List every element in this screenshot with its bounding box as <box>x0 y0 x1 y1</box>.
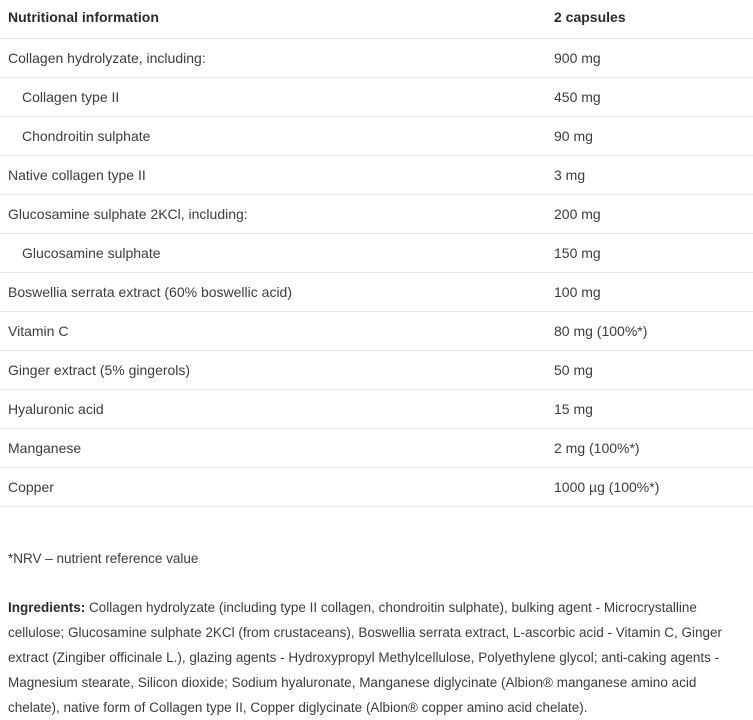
table-header-row <box>0 0 753 39</box>
nutrient-amount: 2 mg (100%*) <box>546 429 753 468</box>
table-row <box>0 195 753 234</box>
table-row <box>0 78 753 117</box>
table-row <box>0 390 753 429</box>
table-row <box>0 39 753 78</box>
ingredients-label: Ingredients: <box>8 600 86 615</box>
nutrient-name: Vitamin C <box>0 312 546 351</box>
nutrient-name: Collagen type II <box>0 78 546 117</box>
table-row <box>0 312 753 351</box>
nutrient-name: Collagen hydrolyzate, including: <box>0 39 546 78</box>
table-header <box>0 0 753 39</box>
ingredients-paragraph <box>8 595 723 720</box>
nrv-footnote: *NRV – nutrient reference value <box>8 551 199 566</box>
nutrient-name: Glucosamine sulphate <box>0 234 546 273</box>
nutrient-amount: 450 mg <box>546 78 753 117</box>
nutrient-name: Hyaluronic acid <box>0 390 546 429</box>
nutrient-amount: 15 mg <box>546 390 753 429</box>
nutrient-amount: 1000 µg (100%*) <box>546 468 753 507</box>
nutrient-amount: 90 mg <box>546 117 753 156</box>
nutrient-name: Copper <box>0 468 546 507</box>
nutrient-amount: 80 mg (100%*) <box>546 312 753 351</box>
table-row <box>0 234 753 273</box>
nutrient-name: Glucosamine sulphate 2KCl, including: <box>0 195 546 234</box>
nutrient-amount: 3 mg <box>546 156 753 195</box>
nutrient-amount: 100 mg <box>546 273 753 312</box>
ingredients-text: Collagen hydrolyzate (including type II collagen, chondroitin sulphate), bulking agent - Microcrystalline cellulose; Glucosamine sulphate 2KCl (from crustaceans), Boswellia serrata extract, L-ascorbic acid - Vitamin C, Ginger extract (Zingiber officinale L.), glazing agents - Hydroxypropyl Methylcellulose, Polyethylene glycol; anti-caking agents - Magnesium stearate, Silicon dioxide; Sodium hyaluronate, Manganese diglycinate (Albion® manganese amino acid chelate), native form of Collagen type II, Copper diglycinate (Albion® copper amino acid chelate). <box>8 600 723 715</box>
nutrient-name: Ginger extract (5% gingerols) <box>0 351 546 390</box>
nutrient-name: Boswellia serrata extract (60% boswellic acid) <box>0 273 546 312</box>
table-row <box>0 429 753 468</box>
nutrient-amount: 200 mg <box>546 195 753 234</box>
column-header-nutrient: Nutritional information <box>0 0 546 39</box>
table-row <box>0 117 753 156</box>
nutrient-name: Native collagen type II <box>0 156 546 195</box>
nutrient-amount: 50 mg <box>546 351 753 390</box>
nutrient-amount: 150 mg <box>546 234 753 273</box>
nutrient-amount: 900 mg <box>546 39 753 78</box>
table-row <box>0 468 753 507</box>
table-row <box>0 156 753 195</box>
table-row <box>0 273 753 312</box>
column-header-serving: 2 capsules <box>546 0 753 39</box>
table-body <box>0 39 753 507</box>
nutrient-name: Chondroitin sulphate <box>0 117 546 156</box>
table-row <box>0 351 753 390</box>
nutrient-name: Manganese <box>0 429 546 468</box>
